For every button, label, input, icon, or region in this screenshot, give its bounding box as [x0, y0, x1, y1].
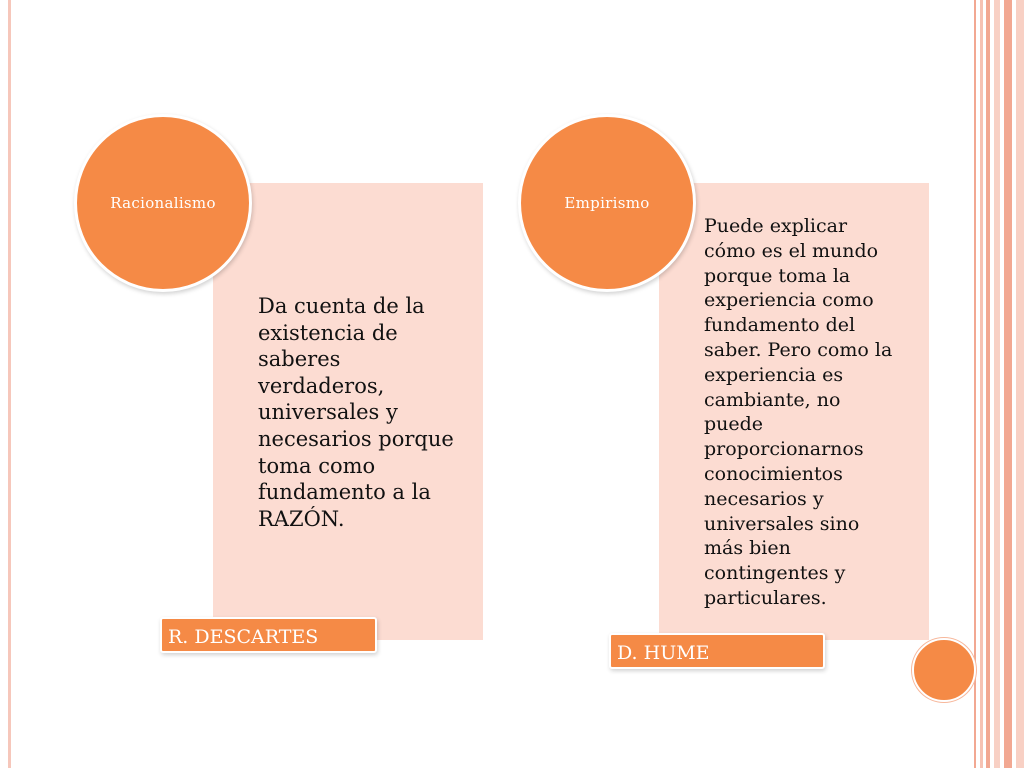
decorative-stripe [986, 0, 990, 768]
decorative-stripe [1016, 0, 1024, 768]
racionalismo-circle [74, 114, 252, 292]
decorative-stripe [974, 0, 976, 768]
decorative-stripe [994, 0, 1000, 768]
racionalismo-label: Racionalismo [110, 194, 216, 212]
racionalismo-description: Da cuenta de la existencia de saberes verdaderos, universales y necesarios porque toma como fundamento a la RAZÓN. [258, 294, 454, 531]
empirismo-description: Puede explicar cómo es el mundo porque toma la experiencia como fundamento del saber. Pero como la experiencia es cambiante, no puede proporcionarnos conocimientos necesarios y universales sino más bien contingentes y particulares. [704, 215, 893, 609]
decorative-stripe [1004, 0, 1012, 768]
hume-name-tag: D. HUME [609, 633, 825, 669]
decorative-stripe [980, 0, 983, 768]
decorative-corner-dot [912, 638, 976, 702]
descartes-name-tag: R. DESCARTES [160, 617, 377, 653]
empirismo-label: Empirismo [564, 194, 650, 212]
empirismo-circle [518, 114, 696, 292]
left-border-line [8, 0, 11, 768]
